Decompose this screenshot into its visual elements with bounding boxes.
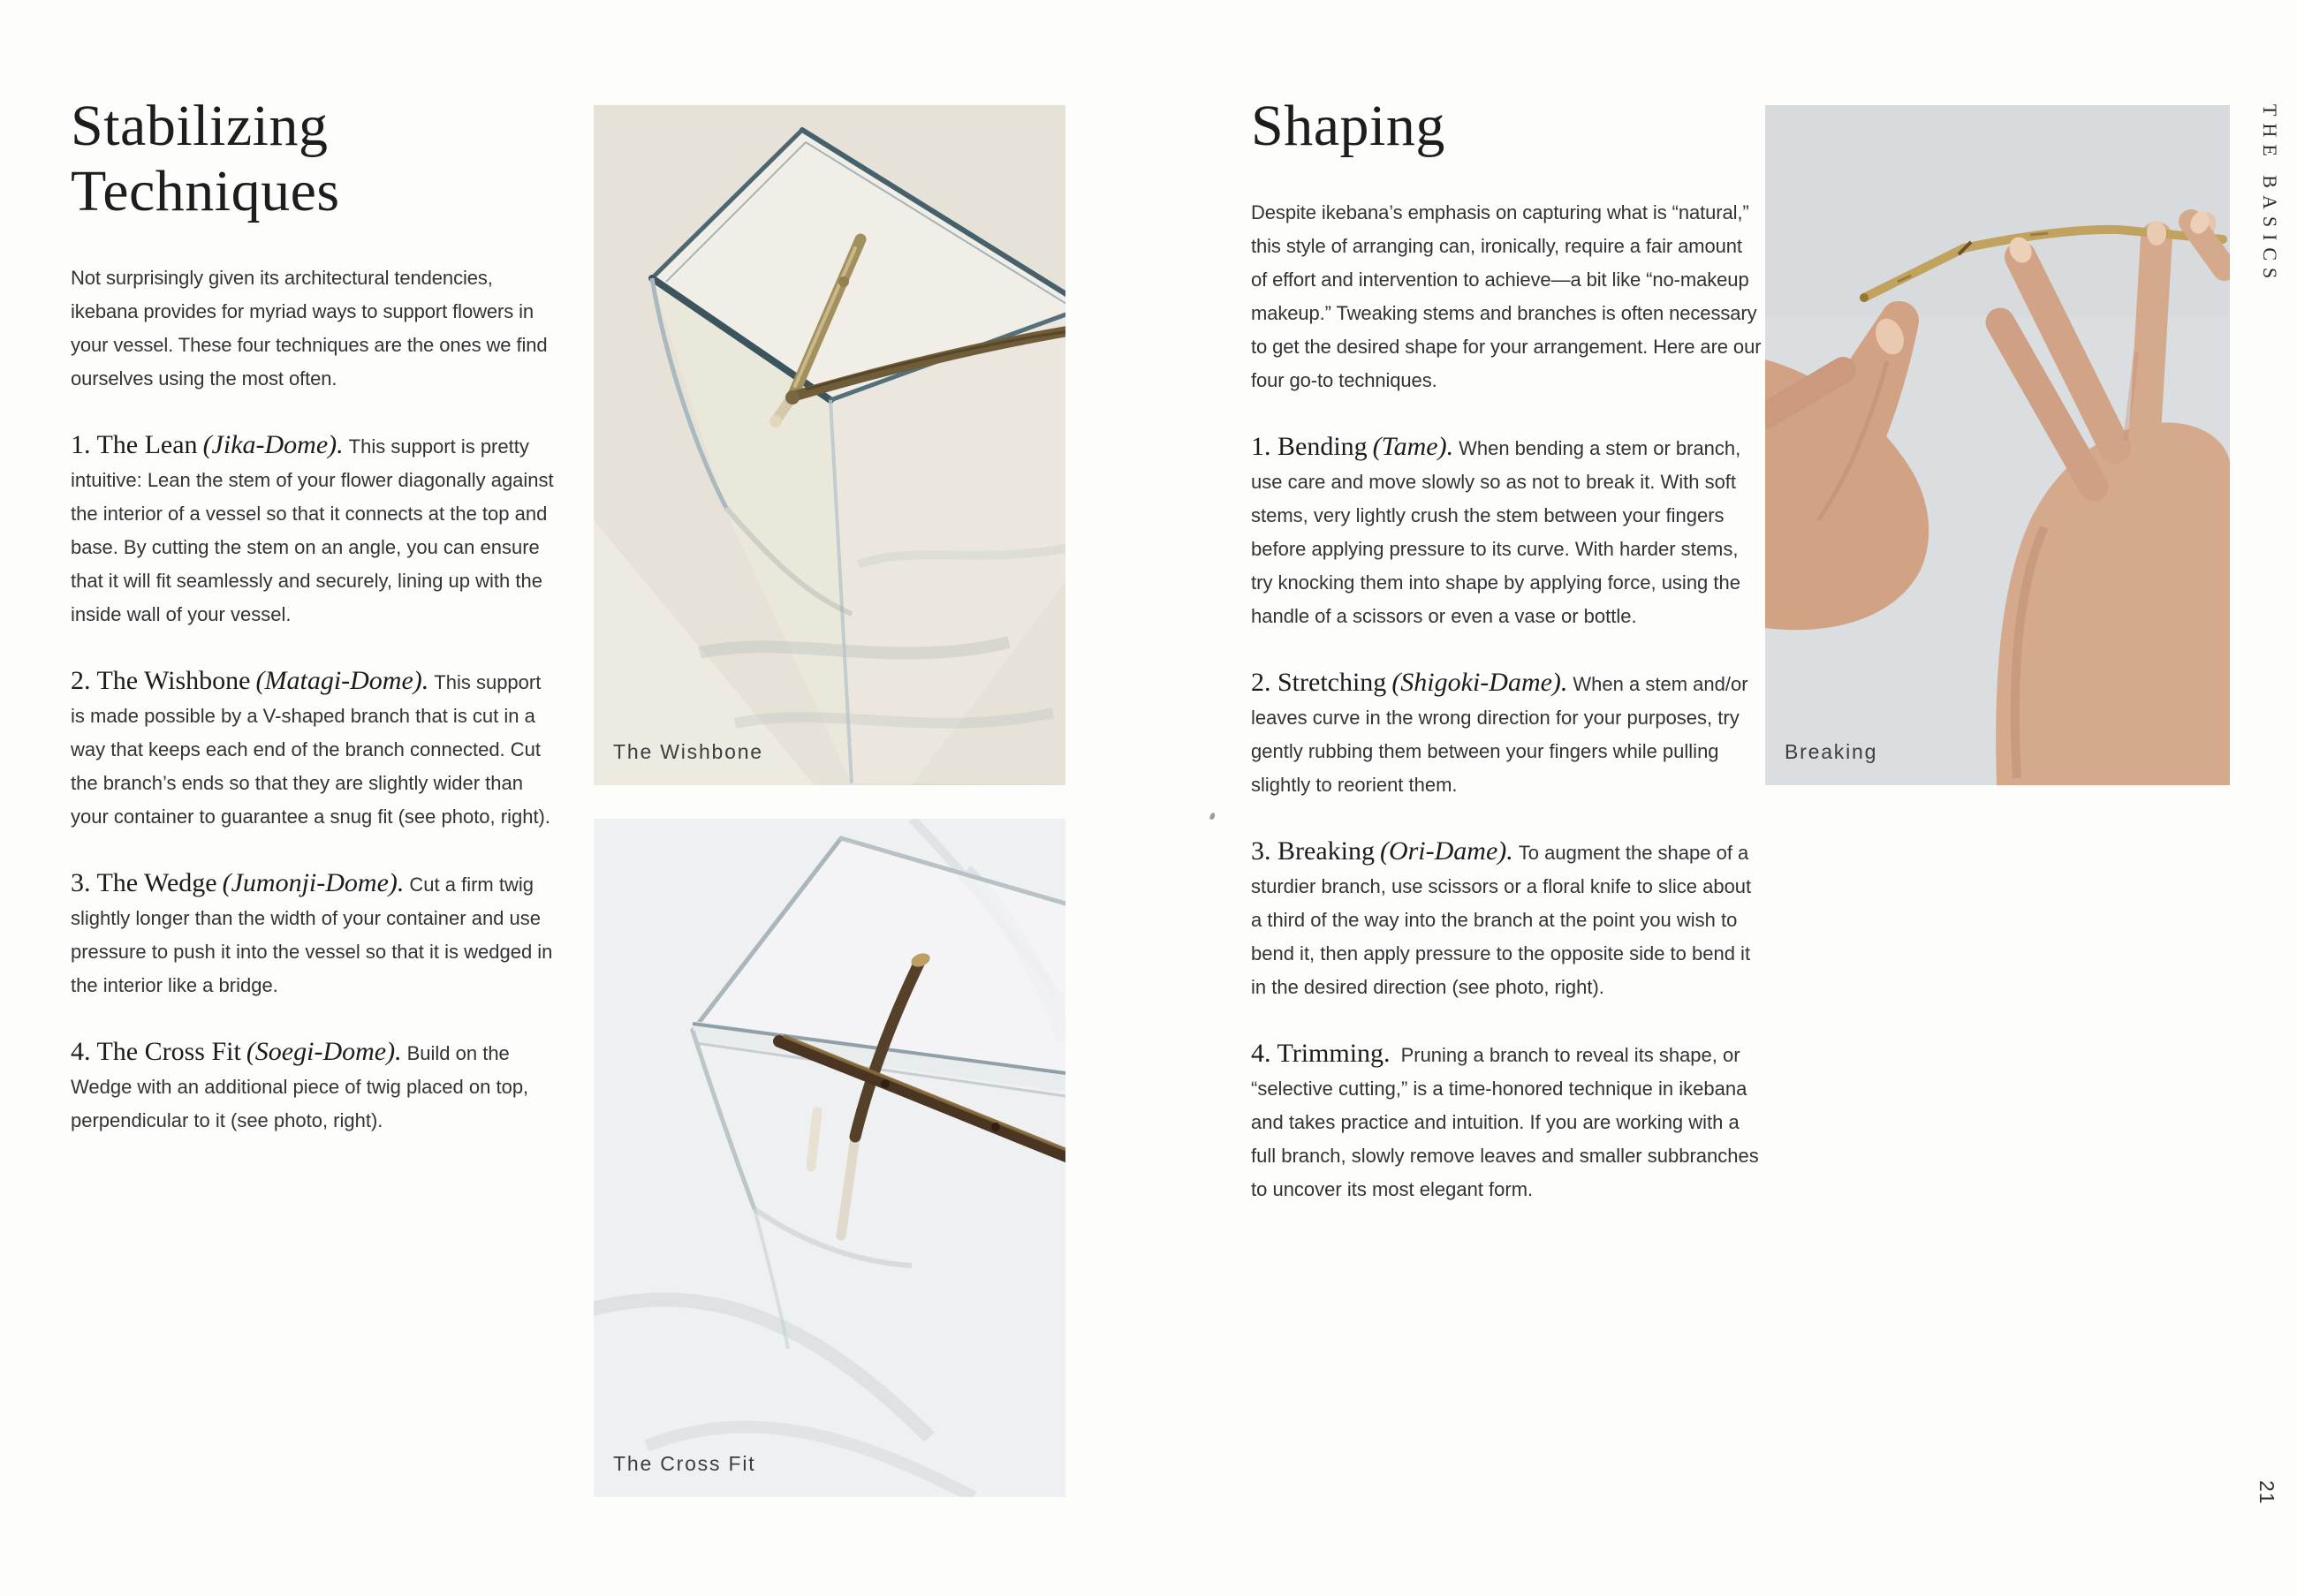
technique-item-stretching [1251, 666, 1762, 802]
left-page-text-column [71, 94, 555, 1170]
technique-name: 4. The Cross Fit [71, 1037, 241, 1066]
technique-description: This support is made possible by a V-shaped branch that is cut in a way that keeps each end of the branch connected. Cut the branch’s ends so that they are slightly wider than your container to guarantee a snug fit (see photo, right). [71, 671, 550, 828]
technique-item-trimming [1251, 1037, 1762, 1206]
technique-japanese-term: (Jumonji-Dome). [222, 868, 405, 897]
technique-name: 1. Bending [1251, 432, 1368, 461]
right-page-title: Shaping [1251, 94, 1445, 158]
technique-japanese-term: (Matagi-Dome). [255, 666, 429, 695]
technique-japanese-term: (Tame). [1372, 432, 1454, 461]
photo-crossfit [594, 819, 1065, 1497]
technique-description: When a stem and/or leaves curve in the wrong direction for your purposes, try gently rubbing them between your fingers while pulling slightly to reorient them. [1251, 673, 1748, 796]
technique-name: 3. The Wedge [71, 868, 217, 897]
technique-japanese-term: (Soegi-Dome). [246, 1037, 402, 1066]
technique-name: 1. The Lean [71, 430, 198, 459]
left-page-title: Stabilizing Techniques [71, 94, 340, 223]
technique-item-lean [71, 428, 555, 632]
technique-name: 2. The Wishbone [71, 666, 251, 695]
right-intro-paragraph: Despite ikebana’s emphasis on capturing what is “natural,” this style of arranging can, ironically, require a fair amount of effort and intervention to achieve—a bit like “no-makeup makeup.” Tweaking stems and branches is often necessary to get the desired shape for your arrangement. Here are our four go-to techniques. [1251, 201, 1762, 391]
technique-description: Pruning a branch to reveal its shape, or “selective cutting,” is a time-honored technique in ikebana and takes practice and intuition. If you are working with a full branch, slowly remove leaves and smaller subbranches to uncover its most elegant form. [1251, 1044, 1759, 1200]
wishbone-photo-illustration [594, 105, 1065, 785]
photo-caption-wishbone: The Wishbone [613, 740, 763, 763]
photo-caption-crossfit: The Cross Fit [613, 1452, 756, 1475]
technique-name: 2. Stretching [1251, 668, 1387, 697]
technique-description: To augment the shape of a sturdier branch, use scissors or a floral knife to slice about a third of the way into the branch at the point you wish to bend it, then apply pressure to the opposite side to bend it in the desired direction (see photo, right). [1251, 842, 1752, 998]
technique-name: 4. Trimming. [1251, 1039, 1391, 1068]
chapter-sidebar-label: THE BASICS [2259, 104, 2281, 286]
technique-description: Build on the Wedge with an additional piece of twig placed on top, perpendicular to it (see photo, right). [71, 1042, 529, 1131]
technique-item-crossfit [71, 1035, 555, 1138]
right-page-text-column [1251, 94, 1762, 1239]
page-number: 21 [2255, 1480, 2278, 1505]
technique-item-wishbone [71, 664, 555, 834]
technique-name: 3. Breaking [1251, 836, 1375, 866]
technique-japanese-term: (Jika-Dome). [202, 430, 344, 459]
technique-description: When bending a stem or branch, use care and move slowly so as not to break it. With soft stems, very lightly crush the stem between your fingers before applying pressure to its curve. With harder stems, try knocking them into shape by applying force, using the handle of a scissors or even a vase or bottle. [1251, 437, 1741, 627]
gutter-speck [1209, 812, 1216, 820]
technique-japanese-term: (Shigoki-Dame). [1391, 668, 1568, 697]
photo-caption-breaking: Breaking [1785, 740, 1878, 763]
technique-item-bending [1251, 430, 1762, 633]
breaking-photo-illustration [1765, 105, 2230, 785]
photo-wishbone [594, 105, 1065, 785]
technique-japanese-term: (Ori-Dame). [1379, 836, 1513, 866]
photo-breaking [1765, 105, 2230, 785]
crossfit-photo-illustration [594, 819, 1065, 1497]
left-intro-paragraph: Not surprisingly given its architectural tendencies, ikebana provides for myriad ways to support flowers in your vessel. These four techniques are the ones we find ourselves using the most often. [71, 267, 548, 390]
technique-description: Cut a firm twig slightly longer than the width of your container and use pressure to push it into the vessel so that it is wedged in the interior like a bridge. [71, 874, 553, 996]
technique-item-wedge [71, 866, 555, 1002]
technique-description: This support is pretty intuitive: Lean the stem of your flower diagonally against the interior of a vessel so that it connects at the top and base. By cutting the stem on an angle, you can ensure that it will fit seamlessly and securely, lining up with the inside wall of your vessel. [71, 435, 554, 625]
technique-item-breaking [1251, 835, 1762, 1004]
